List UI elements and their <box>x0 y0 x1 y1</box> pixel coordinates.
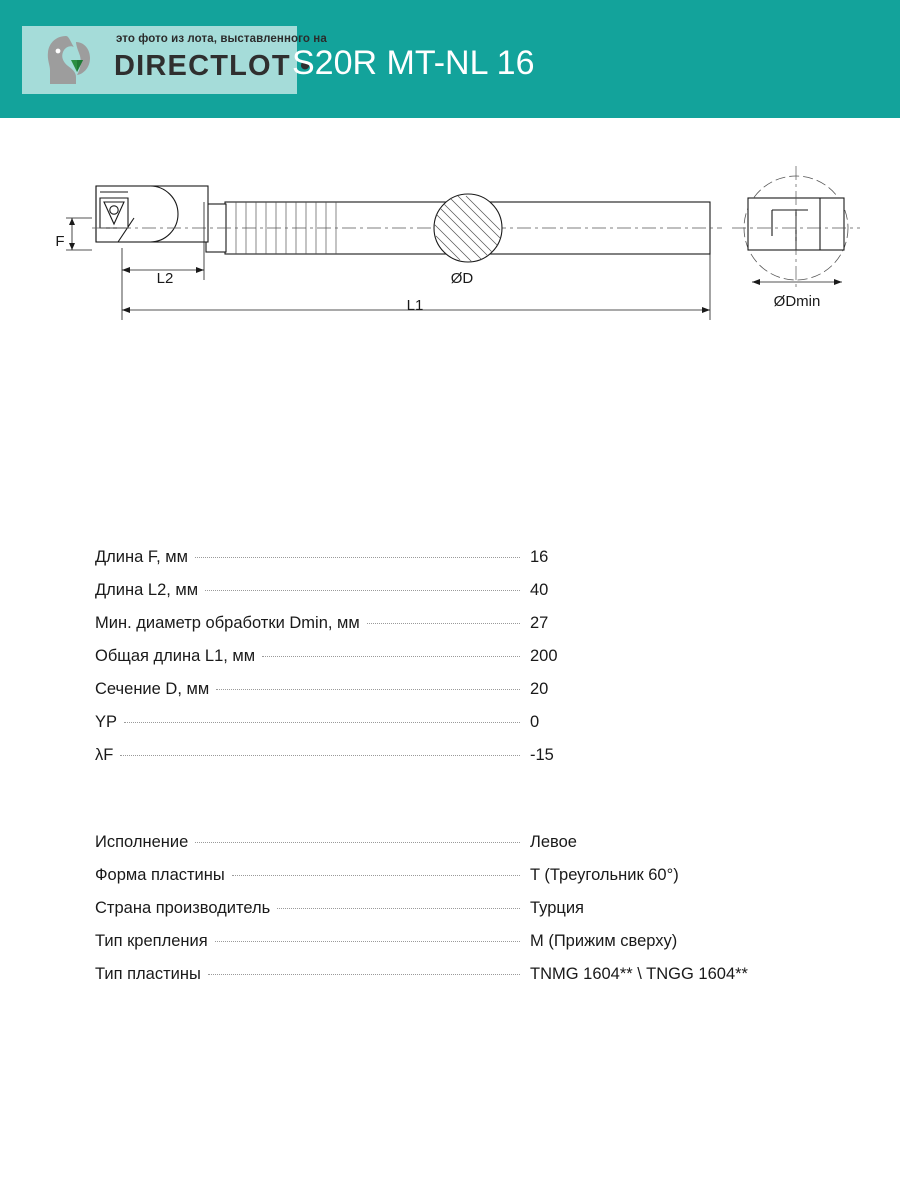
spec-leader-dots <box>367 623 520 624</box>
spec-value: 0 <box>530 713 540 731</box>
spec-label: λF <box>95 746 114 764</box>
spec-label: Исполнение <box>95 833 189 851</box>
spec-value: -15 <box>530 746 554 764</box>
spec-leader-dots <box>124 722 520 723</box>
spec-row <box>95 932 825 965</box>
spec-label: Общая длина L1, мм <box>95 647 256 665</box>
spec-label: Тип пластины <box>95 965 201 983</box>
label-l2: L2 <box>156 270 174 287</box>
spec-row <box>95 866 825 899</box>
spec-leader-dots <box>216 689 520 690</box>
spec-value: 40 <box>530 581 549 599</box>
spec-value: 27 <box>530 614 549 632</box>
spec-value: Турция <box>530 899 584 917</box>
spec-value: Левое <box>530 833 577 851</box>
technical-drawing <box>0 140 900 360</box>
spec-label: Длина L2, мм <box>95 581 199 599</box>
spec-row <box>95 713 825 746</box>
spec-value: M (Прижим сверху) <box>530 932 678 950</box>
spec-row <box>95 647 825 680</box>
watermark-subtitle: это фото из лота, выставленного на <box>116 33 327 45</box>
spec-leader-dots <box>195 557 520 558</box>
spec-row <box>95 548 825 581</box>
spec-leader-dots <box>195 842 520 843</box>
spec-list-primary <box>95 548 825 779</box>
spec-row <box>95 965 825 998</box>
page-header <box>0 0 900 118</box>
spec-leader-dots <box>262 656 520 657</box>
spec-label: Страна производитель <box>95 899 271 917</box>
spec-value: 200 <box>530 647 558 665</box>
spec-leader-dots <box>208 974 520 975</box>
spec-value: T (Треугольник 60°) <box>530 866 679 884</box>
spec-value: 20 <box>530 680 549 698</box>
watermark-brand: DIRECTLOT • <box>114 50 312 82</box>
spec-value: TNMG 1604** \ TNGG 1604** <box>530 965 748 983</box>
spec-leader-dots <box>215 941 520 942</box>
spec-row <box>95 833 825 866</box>
spec-label: Длина F, мм <box>95 548 188 566</box>
spec-label: Форма пластины <box>95 866 225 884</box>
label-d: ØD <box>450 270 474 287</box>
spec-label: YP <box>95 713 118 731</box>
spec-label: Мин. диаметр обработки Dmin, мм <box>95 614 360 632</box>
spec-row <box>95 680 825 713</box>
spec-row <box>95 746 825 779</box>
spec-leader-dots <box>277 908 520 909</box>
spec-leader-dots <box>205 590 520 591</box>
spec-row <box>95 899 825 932</box>
tool-diagram-svg <box>0 140 900 360</box>
spec-value: 16 <box>530 548 549 566</box>
spec-leader-dots <box>232 875 520 876</box>
spec-row <box>95 581 825 614</box>
spec-row <box>95 614 825 647</box>
squirrel-logo-icon <box>36 32 100 90</box>
spec-label: Тип крепления <box>95 932 208 950</box>
spec-list-secondary <box>95 833 825 998</box>
spec-leader-dots <box>120 755 520 756</box>
label-f: F <box>55 233 65 250</box>
page-title: S20R MT-NL 16 <box>292 44 535 82</box>
label-dmin: ØDmin <box>773 293 821 310</box>
label-l1: L1 <box>406 297 424 314</box>
spec-label: Сечение D, мм <box>95 680 210 698</box>
